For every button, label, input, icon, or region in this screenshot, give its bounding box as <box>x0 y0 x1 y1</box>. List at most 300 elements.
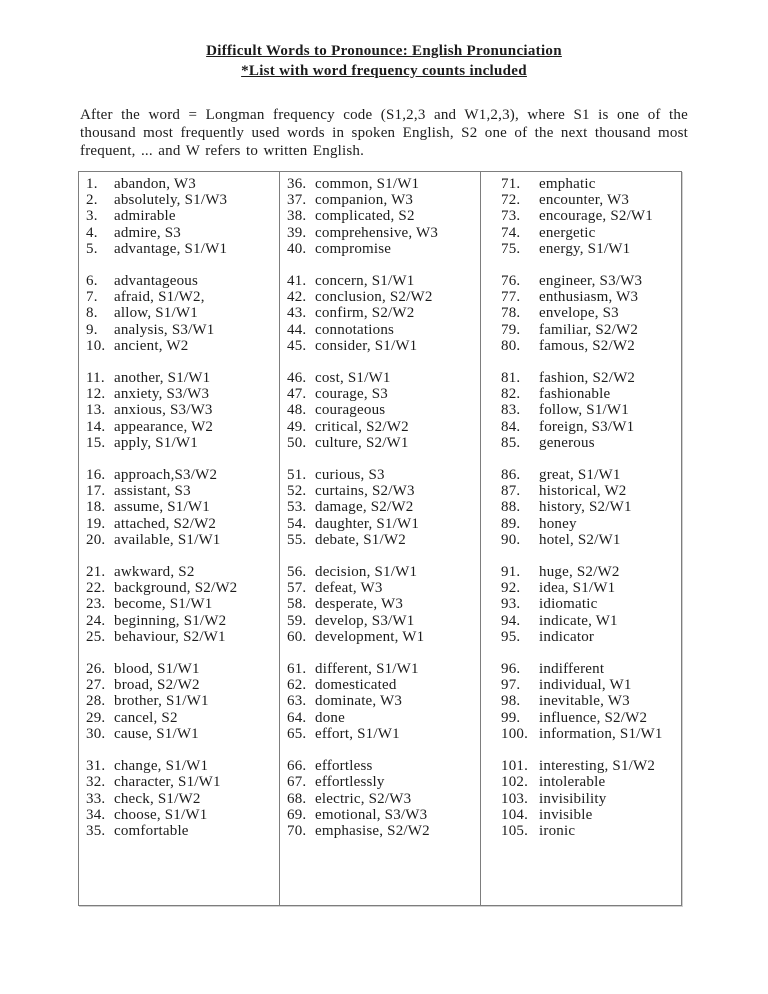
word-group <box>79 176 279 257</box>
item-word: consider, S1/W1 <box>315 337 418 354</box>
item-word: develop, S3/W1 <box>315 612 415 629</box>
item-word: brother, S1/W1 <box>114 693 209 710</box>
item-number: 78. <box>501 305 521 322</box>
list-item <box>79 823 279 839</box>
list-item <box>481 807 681 823</box>
item-number: 21. <box>86 564 106 581</box>
word-group <box>481 273 681 354</box>
item-number: 64. <box>287 709 307 726</box>
word-group <box>280 467 480 548</box>
item-word: influence, S2/W2 <box>539 709 648 726</box>
item-word: companion, W3 <box>315 192 414 209</box>
item-number: 8. <box>86 305 98 322</box>
item-word: critical, S2/W2 <box>315 418 409 435</box>
word-group <box>79 273 279 354</box>
list-item <box>481 192 681 208</box>
list-item <box>280 791 480 807</box>
list-item <box>79 661 279 677</box>
list-item <box>79 483 279 499</box>
word-column-2 <box>280 172 481 905</box>
item-number: 104. <box>501 806 529 823</box>
item-word: generous <box>539 434 595 451</box>
item-number: 53. <box>287 499 307 516</box>
item-word: development, W1 <box>315 628 425 645</box>
item-number: 94. <box>501 612 521 629</box>
item-word: engineer, S3/W3 <box>539 273 643 290</box>
list-item <box>79 499 279 515</box>
list-item <box>280 483 480 499</box>
item-number: 18. <box>86 499 106 516</box>
item-number: 11. <box>86 370 105 387</box>
list-item <box>280 693 480 709</box>
list-item <box>481 435 681 451</box>
list-item <box>481 419 681 435</box>
word-table <box>78 171 682 906</box>
item-word: compromise <box>315 240 392 257</box>
list-item <box>481 661 681 677</box>
item-number: 46. <box>287 370 307 387</box>
list-item <box>79 305 279 321</box>
word-group <box>280 273 480 354</box>
list-item <box>280 710 480 726</box>
item-number: 68. <box>287 790 307 807</box>
word-group <box>280 370 480 451</box>
item-word: change, S1/W1 <box>114 758 209 775</box>
list-item <box>280 370 480 386</box>
item-number: 67. <box>287 774 307 791</box>
item-word: foreign, S3/W1 <box>539 418 635 435</box>
item-number: 80. <box>501 337 521 354</box>
list-item <box>481 758 681 774</box>
word-column-3 <box>481 172 681 905</box>
item-number: 88. <box>501 499 521 516</box>
item-word: advantageous <box>114 273 199 290</box>
item-word: emphasise, S2/W2 <box>315 822 430 839</box>
word-group <box>481 661 681 742</box>
list-item <box>79 322 279 338</box>
item-number: 2. <box>86 192 98 209</box>
item-word: idea, S1/W1 <box>539 580 616 597</box>
item-number: 34. <box>86 806 106 823</box>
list-item <box>280 726 480 742</box>
list-item <box>481 677 681 693</box>
item-number: 55. <box>287 531 307 548</box>
item-word: hotel, S2/W1 <box>539 531 621 548</box>
list-item <box>481 225 681 241</box>
word-group <box>481 467 681 548</box>
list-item <box>280 192 480 208</box>
list-item <box>79 693 279 709</box>
item-number: 82. <box>501 386 521 403</box>
item-word: defeat, W3 <box>315 580 383 597</box>
item-word: choose, S1/W1 <box>114 806 208 823</box>
item-number: 71. <box>501 176 521 192</box>
list-item <box>481 774 681 790</box>
list-item <box>481 322 681 338</box>
list-item <box>79 419 279 435</box>
list-item <box>280 613 480 629</box>
list-item <box>79 710 279 726</box>
list-item <box>79 176 279 192</box>
item-number: 27. <box>86 677 106 694</box>
list-item <box>481 516 681 532</box>
list-item <box>481 726 681 742</box>
item-word: done <box>315 709 345 726</box>
item-number: 89. <box>501 515 521 532</box>
list-item <box>79 791 279 807</box>
item-word: decision, S1/W1 <box>315 564 418 581</box>
word-group <box>280 758 480 839</box>
list-item <box>481 338 681 354</box>
list-item <box>280 241 480 257</box>
item-word: awkward, S2 <box>114 564 195 581</box>
item-word: domesticated <box>315 677 397 694</box>
list-item <box>79 516 279 532</box>
item-number: 102. <box>501 774 529 791</box>
list-item <box>481 629 681 645</box>
list-item <box>280 823 480 839</box>
list-item <box>481 402 681 418</box>
word-group <box>79 370 279 451</box>
item-word: broad, S2/W2 <box>114 677 200 694</box>
item-word: debate, S1/W2 <box>315 531 406 548</box>
item-number: 43. <box>287 305 307 322</box>
item-number: 50. <box>287 434 307 451</box>
list-item <box>79 532 279 548</box>
intro-paragraph: After the word = Longman frequency code (S1,2,3 and W1,2,3), where S1 is one of the thousand most frequently used words in spoken English, S2 one of the next thousand most frequent, ... and W refers to written English. <box>80 107 688 159</box>
list-item <box>280 419 480 435</box>
item-word: encounter, W3 <box>539 192 630 209</box>
list-item <box>280 305 480 321</box>
item-number: 40. <box>287 240 307 257</box>
item-number: 49. <box>287 418 307 435</box>
item-number: 31. <box>86 758 106 775</box>
item-word: energetic <box>539 224 596 241</box>
item-number: 51. <box>287 467 307 484</box>
list-item <box>79 435 279 451</box>
list-item <box>79 338 279 354</box>
item-word: apply, S1/W1 <box>114 434 198 451</box>
list-item <box>280 516 480 532</box>
list-item <box>79 726 279 742</box>
item-number: 26. <box>86 661 106 678</box>
item-number: 86. <box>501 467 521 484</box>
list-item <box>79 564 279 580</box>
list-item <box>280 208 480 224</box>
item-number: 101. <box>501 758 529 775</box>
item-number: 92. <box>501 580 521 597</box>
item-word: appearance, W2 <box>114 418 214 435</box>
item-number: 79. <box>501 321 521 338</box>
item-number: 81. <box>501 370 521 387</box>
list-item <box>280 435 480 451</box>
item-number: 66. <box>287 758 307 775</box>
list-item <box>79 677 279 693</box>
list-item <box>481 564 681 580</box>
item-number: 77. <box>501 289 521 306</box>
list-item <box>280 225 480 241</box>
word-group <box>280 564 480 645</box>
list-item <box>481 208 681 224</box>
item-word: ironic <box>539 822 576 839</box>
item-word: comfortable <box>114 822 189 839</box>
item-word: different, S1/W1 <box>315 661 419 678</box>
item-word: effortless <box>315 758 373 775</box>
list-item <box>79 613 279 629</box>
item-number: 41. <box>287 273 307 290</box>
list-item <box>280 532 480 548</box>
list-item <box>280 467 480 483</box>
list-item <box>481 241 681 257</box>
item-number: 57. <box>287 580 307 597</box>
list-item <box>79 370 279 386</box>
item-word: courageous <box>315 402 386 419</box>
list-item <box>481 305 681 321</box>
item-number: 5. <box>86 240 98 257</box>
item-word: dominate, W3 <box>315 693 403 710</box>
item-number: 28. <box>86 693 106 710</box>
list-item <box>280 774 480 790</box>
item-number: 25. <box>86 628 106 645</box>
item-number: 91. <box>501 564 521 581</box>
item-word: electric, S2/W3 <box>315 790 412 807</box>
item-word: blood, S1/W1 <box>114 661 200 678</box>
list-item <box>280 289 480 305</box>
item-word: encourage, S2/W1 <box>539 208 653 225</box>
item-word: information, S1/W1 <box>539 725 663 742</box>
list-item <box>481 499 681 515</box>
list-item <box>280 661 480 677</box>
list-item <box>481 532 681 548</box>
item-word: curious, S3 <box>315 467 385 484</box>
item-number: 90. <box>501 531 521 548</box>
item-number: 103. <box>501 790 529 807</box>
list-item <box>481 176 681 192</box>
item-word: honey <box>539 515 577 532</box>
item-number: 19. <box>86 515 106 532</box>
title-line-2: *List with word frequency counts included <box>241 63 527 79</box>
item-word: anxious, S3/W3 <box>114 402 213 419</box>
item-number: 76. <box>501 273 521 290</box>
list-item <box>79 580 279 596</box>
list-item <box>481 483 681 499</box>
item-word: abandon, W3 <box>114 176 196 192</box>
item-number: 87. <box>501 483 521 500</box>
list-item <box>79 596 279 612</box>
list-item <box>280 338 480 354</box>
item-number: 42. <box>287 289 307 306</box>
list-item <box>481 823 681 839</box>
item-word: emphatic <box>539 176 596 192</box>
item-word: enthusiasm, W3 <box>539 289 639 306</box>
item-word: conclusion, S2/W2 <box>315 289 433 306</box>
list-item <box>79 386 279 402</box>
list-item <box>280 499 480 515</box>
item-word: daughter, S1/W1 <box>315 515 420 532</box>
item-word: fashion, S2/W2 <box>539 370 636 387</box>
item-word: inevitable, W3 <box>539 693 630 710</box>
item-number: 39. <box>287 224 307 241</box>
item-number: 45. <box>287 337 307 354</box>
word-column-1 <box>79 172 280 905</box>
item-word: familiar, S2/W2 <box>539 321 639 338</box>
item-word: indicator <box>539 628 595 645</box>
item-number: 30. <box>86 725 106 742</box>
document-title <box>0 41 768 81</box>
item-word: admirable <box>114 208 176 225</box>
word-group <box>79 564 279 645</box>
item-word: indifferent <box>539 661 605 678</box>
list-item <box>79 467 279 483</box>
item-number: 84. <box>501 418 521 435</box>
list-item <box>79 208 279 224</box>
item-number: 15. <box>86 434 106 451</box>
word-group <box>79 467 279 548</box>
list-item <box>280 807 480 823</box>
item-number: 74. <box>501 224 521 241</box>
item-number: 10. <box>86 337 106 354</box>
item-word: emotional, S3/W3 <box>315 806 428 823</box>
item-number: 83. <box>501 402 521 419</box>
item-word: follow, S1/W1 <box>539 402 629 419</box>
item-word: fashionable <box>539 386 611 403</box>
list-item <box>79 273 279 289</box>
item-number: 95. <box>501 628 521 645</box>
item-number: 69. <box>287 806 307 823</box>
item-word: approach,S3/W2 <box>114 467 218 484</box>
item-number: 98. <box>501 693 521 710</box>
list-item <box>79 402 279 418</box>
item-number: 97. <box>501 677 521 694</box>
item-number: 70. <box>287 822 307 839</box>
list-item <box>481 613 681 629</box>
item-word: available, S1/W1 <box>114 531 221 548</box>
item-word: beginning, S1/W2 <box>114 612 227 629</box>
item-number: 73. <box>501 208 521 225</box>
list-item <box>79 807 279 823</box>
item-word: analysis, S3/W1 <box>114 321 215 338</box>
item-number: 38. <box>287 208 307 225</box>
item-number: 62. <box>287 677 307 694</box>
item-number: 75. <box>501 240 521 257</box>
list-item <box>79 629 279 645</box>
list-item <box>280 596 480 612</box>
list-item <box>280 386 480 402</box>
item-number: 63. <box>287 693 307 710</box>
item-word: background, S2/W2 <box>114 580 238 597</box>
item-number: 93. <box>501 596 521 613</box>
item-word: cost, S1/W1 <box>315 370 391 387</box>
item-number: 47. <box>287 386 307 403</box>
item-number: 22. <box>86 580 106 597</box>
list-item <box>481 596 681 612</box>
item-word: invisibility <box>539 790 607 807</box>
item-word: allow, S1/W1 <box>114 305 198 322</box>
item-word: concern, S1/W1 <box>315 273 415 290</box>
item-number: 96. <box>501 661 521 678</box>
item-number: 48. <box>287 402 307 419</box>
item-word: absolutely, S1/W3 <box>114 192 228 209</box>
item-word: historical, W2 <box>539 483 627 500</box>
list-item <box>481 693 681 709</box>
item-word: indicate, W1 <box>539 612 618 629</box>
item-word: afraid, S1/W2, <box>114 289 205 306</box>
title-line-1: Difficult Words to Pronounce: English Pronunciation <box>206 43 562 59</box>
item-number: 99. <box>501 709 521 726</box>
item-number: 12. <box>86 386 106 403</box>
item-number: 85. <box>501 434 521 451</box>
list-item <box>280 758 480 774</box>
item-number: 36. <box>287 176 307 192</box>
item-number: 59. <box>287 612 307 629</box>
item-number: 58. <box>287 596 307 613</box>
item-number: 17. <box>86 483 106 500</box>
list-item <box>280 564 480 580</box>
list-item <box>280 677 480 693</box>
item-number: 60. <box>287 628 307 645</box>
list-item <box>481 370 681 386</box>
item-word: ancient, W2 <box>114 337 189 354</box>
item-number: 100. <box>501 725 529 742</box>
list-item <box>79 192 279 208</box>
item-number: 105. <box>501 822 529 839</box>
list-item <box>280 580 480 596</box>
item-word: admire, S3 <box>114 224 181 241</box>
list-item <box>79 774 279 790</box>
item-word: effort, S1/W1 <box>315 725 400 742</box>
item-word: great, S1/W1 <box>539 467 621 484</box>
item-word: behaviour, S2/W1 <box>114 628 226 645</box>
item-number: 16. <box>86 467 106 484</box>
item-word: damage, S2/W2 <box>315 499 414 516</box>
item-word: another, S1/W1 <box>114 370 211 387</box>
list-item <box>481 273 681 289</box>
list-item <box>481 710 681 726</box>
item-word: confirm, S2/W2 <box>315 305 415 322</box>
word-group <box>280 176 480 257</box>
list-item <box>481 580 681 596</box>
list-item <box>280 629 480 645</box>
item-number: 32. <box>86 774 106 791</box>
item-number: 52. <box>287 483 307 500</box>
item-number: 6. <box>86 273 98 290</box>
item-number: 7. <box>86 289 98 306</box>
item-number: 13. <box>86 402 106 419</box>
item-word: history, S2/W1 <box>539 499 632 516</box>
item-word: invisible <box>539 806 593 823</box>
item-number: 23. <box>86 596 106 613</box>
item-word: complicated, S2 <box>315 208 415 225</box>
item-number: 54. <box>287 515 307 532</box>
word-group <box>280 661 480 742</box>
item-word: advantage, S1/W1 <box>114 240 228 257</box>
item-word: envelope, S3 <box>539 305 619 322</box>
item-number: 1. <box>86 176 98 192</box>
item-number: 20. <box>86 531 106 548</box>
list-item <box>481 467 681 483</box>
list-item <box>280 273 480 289</box>
list-item <box>481 791 681 807</box>
list-item <box>79 758 279 774</box>
item-number: 24. <box>86 612 106 629</box>
item-number: 4. <box>86 224 98 241</box>
item-number: 44. <box>287 321 307 338</box>
item-number: 65. <box>287 725 307 742</box>
item-word: huge, S2/W2 <box>539 564 620 581</box>
item-word: assistant, S3 <box>114 483 191 500</box>
item-number: 37. <box>287 192 307 209</box>
list-item <box>280 322 480 338</box>
